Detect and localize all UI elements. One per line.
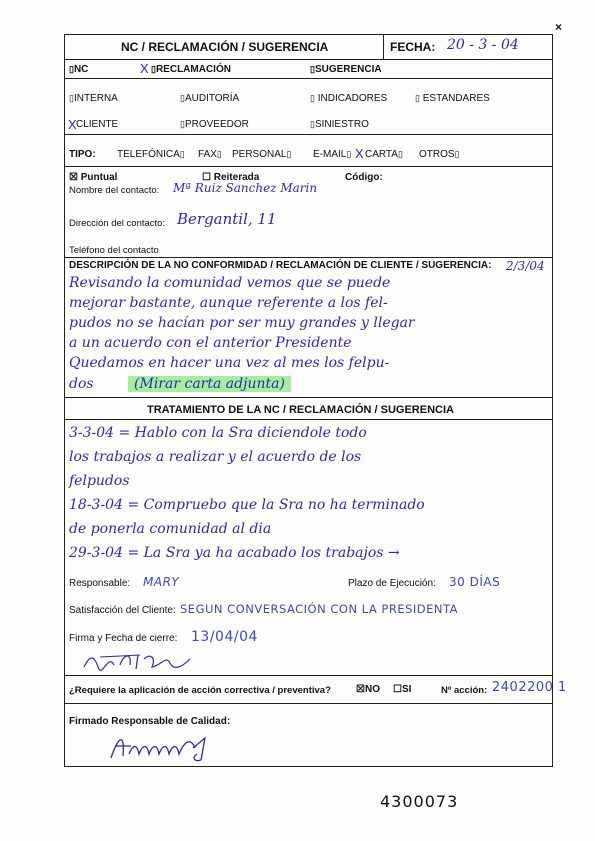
tipo-label: TIPO: <box>69 149 96 160</box>
telefono-label: Teléfono del contacto <box>69 245 159 256</box>
tratamiento-line-3: felpudos <box>69 473 130 489</box>
fecha-label: FECHA: <box>390 40 436 54</box>
nombre-label: Nombre del contacto: <box>69 185 160 196</box>
accion-num-value[interactable]: 2402200 1 <box>492 680 567 695</box>
descripcion-line-5: Quedamos en hacer una vez al mes los felpu- <box>69 355 390 371</box>
descripcion-line-1: Revisando la comunidad vemos que se puede <box>69 275 391 291</box>
satisfaccion-value[interactable]: SEGUN CONVERSACIÓN CON LA PRESIDENTA <box>180 602 459 616</box>
reiterada-option[interactable]: ☐ Reiterada <box>202 172 260 183</box>
tipo-telefonica[interactable]: TELEFÓNICA▯ <box>117 149 185 160</box>
nombre-value[interactable]: Mª Ruiz Sanchez Marin <box>173 181 318 195</box>
descripcion-line-6: dos (Mirar carta adjunta) <box>69 376 291 392</box>
origin-interna[interactable]: ▯INTERNA <box>69 93 118 104</box>
descripcion-line-3: pudos no se hacían por ser muy grandes y llegar <box>69 315 415 331</box>
type-reclamacion[interactable]: ▯RECLAMACIÓN <box>151 64 231 75</box>
calidad-signature <box>105 730 235 764</box>
tipo-carta[interactable]: CARTA▯ <box>365 149 403 160</box>
tratamiento-line-5: de ponerla comunidad al dia <box>69 521 272 537</box>
origin-estandares[interactable]: ▯ ESTANDARES <box>415 93 490 104</box>
cliente-check-mark: X <box>68 117 77 132</box>
accion-num-label: Nº acción: <box>441 685 488 696</box>
accion-question: ¿Requiere la aplicación de acción correctiva / preventiva? <box>69 685 331 696</box>
responsable-label: Responsable: <box>69 578 131 589</box>
codigo-label: Código: <box>345 172 383 183</box>
origin-cliente[interactable]: CLIENTE <box>76 119 119 130</box>
tipo-email[interactable]: E-MAIL▯ <box>313 149 352 160</box>
descripcion-line-4: a un acuerdo con el anterior Presidente <box>69 335 352 351</box>
bottom-handwritten-number: 4300073 <box>380 792 459 811</box>
descripcion-line-2: mejorar bastante, aunque referente a los fel- <box>69 295 388 311</box>
descripcion-label: DESCRIPCIÓN DE LA NO CONFORMIDAD / RECLAMACIÓN DE CLIENTE / SUGERENCIA: <box>69 260 492 271</box>
plazo-label: Plazo de Ejecución: <box>348 578 436 589</box>
origin-indicadores[interactable]: ▯ INDICADORES <box>310 93 388 104</box>
closing-signature <box>80 647 210 675</box>
tratamiento-line-6: 29-3-04 = La Sra ya ha acabado los trabajos → <box>69 545 400 561</box>
direccion-value[interactable]: Bergantil, 11 <box>177 210 277 228</box>
satisfaccion-label: Satisfacción del Cliente: <box>69 605 176 616</box>
tratamiento-line-1: 3-3-04 = Hablo con la Sra diciendole todo <box>69 425 367 441</box>
highlighted-note: (Mirar carta adjunta) <box>128 376 291 392</box>
tratamiento-line-4: 18-3-04 = Compruebo que la Sra no ha terminado <box>69 497 425 513</box>
origin-siniestro[interactable]: ▯SINIESTRO <box>310 119 369 130</box>
accion-si-option[interactable]: ☐SI <box>393 684 412 695</box>
cierre-value[interactable]: 13/04/04 <box>191 629 258 645</box>
tipo-fax[interactable]: FAX▯ <box>198 149 222 160</box>
form-title: NC / RECLAMACIÓN / SUGERENCIA <box>121 40 329 54</box>
tipo-personal[interactable]: PERSONAL▯ <box>232 149 292 160</box>
carta-check-mark: X <box>355 146 364 161</box>
fecha-value[interactable]: 20 - 3 - 04 <box>447 37 519 53</box>
tratamiento-title: TRATAMIENTO DE LA NC / RECLAMACIÓN / SUGERENCIA <box>147 404 454 416</box>
type-nc[interactable]: ▯NC <box>69 64 89 75</box>
origin-auditoria[interactable]: ▯AUDITORÍA <box>180 93 240 104</box>
reclamacion-check-mark: X <box>140 61 149 76</box>
cierre-label: Firma y Fecha de cierre: <box>69 633 178 644</box>
responsable-value[interactable]: MARY <box>143 575 180 589</box>
type-sugerencia[interactable]: ▯SUGERENCIA <box>310 64 382 75</box>
calidad-label: Firmado Responsable de Calidad: <box>69 716 231 727</box>
tratamiento-line-2: los trabajos a realizar y el acuerdo de los <box>69 449 362 465</box>
corner-mark: × <box>555 20 563 34</box>
tipo-otros[interactable]: OTROS▯ <box>419 149 460 160</box>
accion-no-option[interactable]: ☒NO <box>356 684 380 695</box>
direccion-label: Dirección del contacto: <box>69 218 166 229</box>
puntual-option[interactable]: ☒ Puntual <box>69 172 118 183</box>
nc-form <box>64 34 567 767</box>
descripcion-date: 2/3/04 <box>506 259 545 273</box>
plazo-value[interactable]: 30 DÍAS <box>449 575 501 589</box>
origin-proveedor[interactable]: ▯PROVEEDOR <box>180 119 249 130</box>
